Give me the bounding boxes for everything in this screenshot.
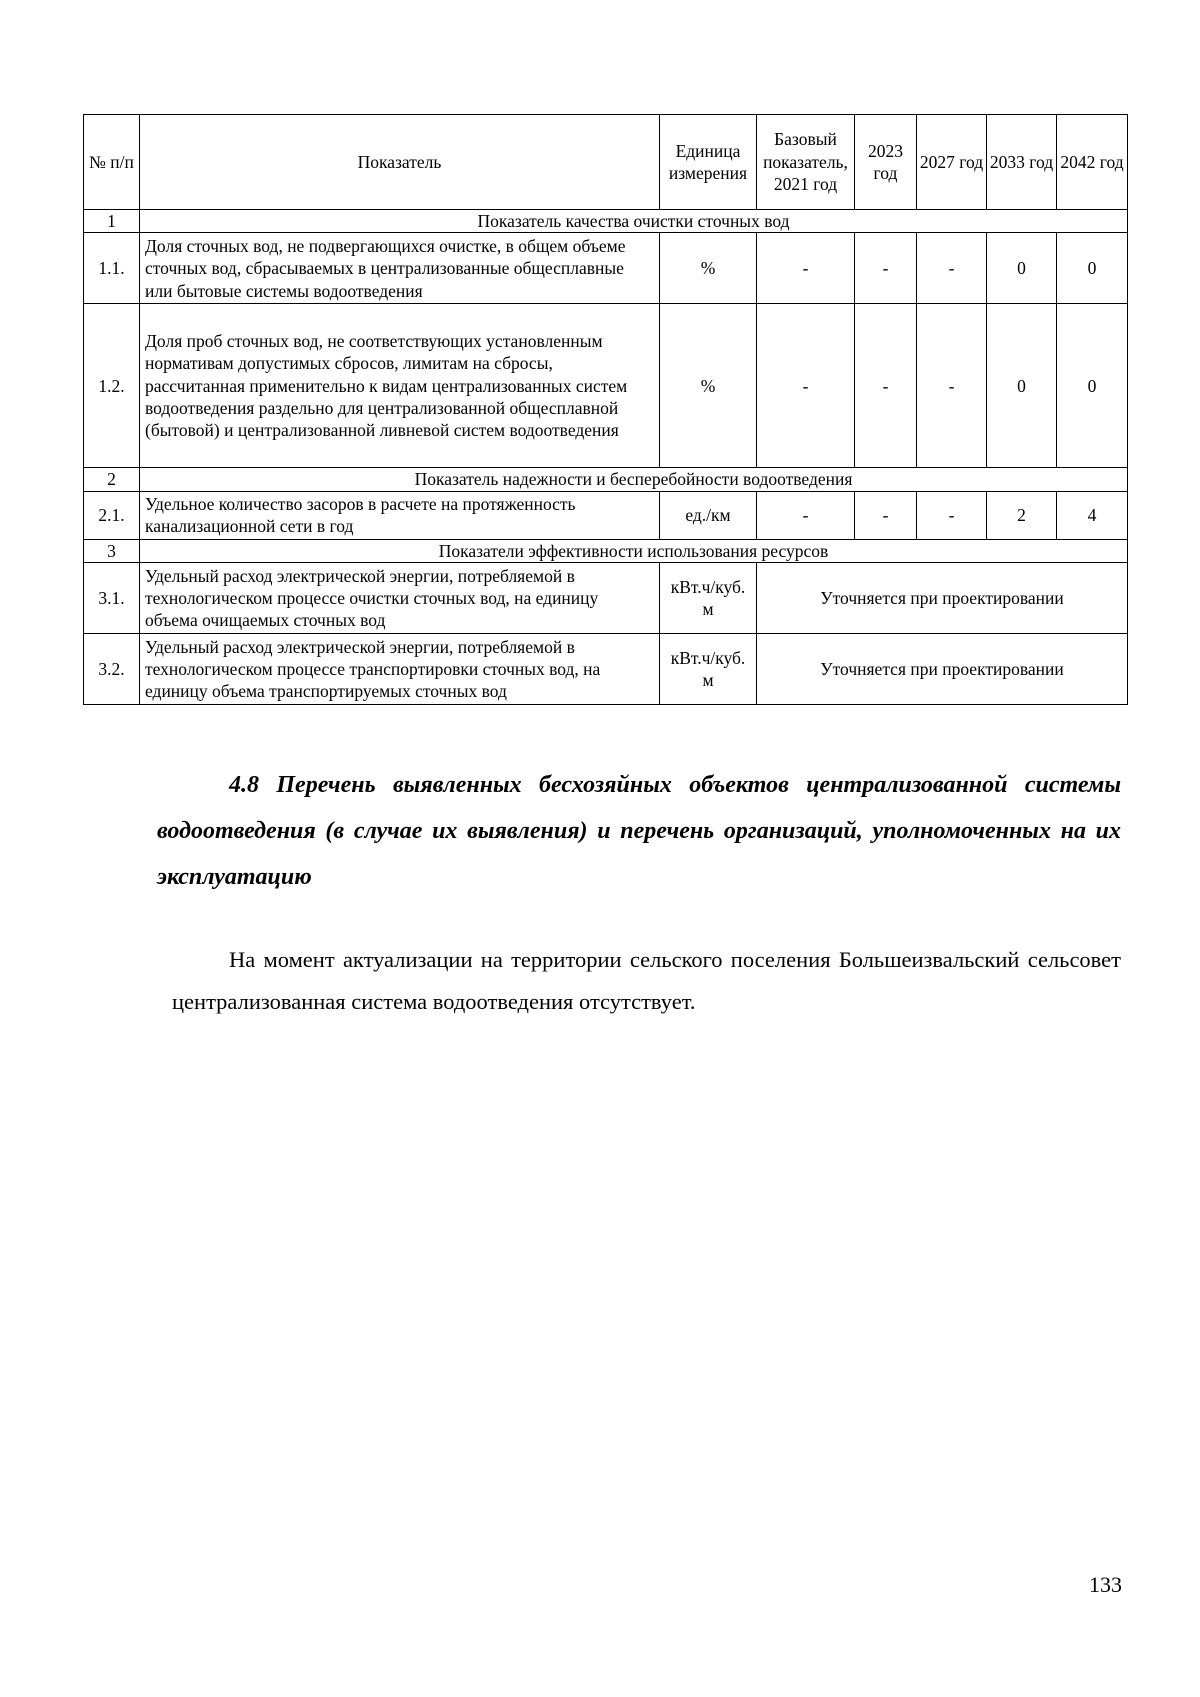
row-2023: - (855, 304, 917, 468)
row-2023: - (855, 491, 917, 539)
row-2042: 0 (1057, 304, 1128, 468)
row-base: - (757, 304, 855, 468)
row-base: - (757, 491, 855, 539)
row-indicator: Удельный расход электрической энергии, потребляемой в технологическом процессе очистки сточных вод, на единицу объема очищаемых сточных вод (140, 563, 660, 634)
row-2042: 0 (1057, 233, 1128, 304)
row-num: 3.1. (84, 563, 140, 634)
section-num: 1 (84, 210, 140, 233)
table-row (84, 491, 1128, 539)
page-number: 133 (1089, 1572, 1122, 1597)
table-row (84, 563, 1128, 634)
row-2027: - (917, 304, 987, 468)
section-row (84, 468, 1128, 491)
row-indicator: Доля проб сточных вод, не соответствующих установленным нормативам допустимых сбросов, лимитам на сбросы, рассчитанная применительно к видам централизованных систем водоотведения раздельно для централизованной общесплавной (бытовой) и централизованной ливневой систем водоотведения (140, 304, 660, 468)
table-header-row (84, 115, 1128, 210)
header-unit: Единица измерения (660, 115, 757, 210)
row-unit: % (660, 233, 757, 304)
section-num: 3 (84, 539, 140, 562)
row-num: 1.1. (84, 233, 140, 304)
row-merged-note: Уточняется при проектировании (757, 634, 1128, 705)
row-2027: - (917, 491, 987, 539)
header-2023: 2023 год (855, 115, 917, 210)
table-row (84, 634, 1128, 705)
table-row (84, 233, 1128, 304)
section-title: Показатель надежности и бесперебойности водоотведения (140, 468, 1128, 491)
section-heading (157, 762, 1121, 900)
row-indicator: Доля сточных вод, не подвергающихся очистке, в общем объеме сточных вод, сбрасываемых в централизованные общесплавные или бытовые системы водоотведения (140, 233, 660, 304)
section-num: 2 (84, 468, 140, 491)
row-indicator: Удельное количество засоров в расчете на протяженность канализационной сети в год (140, 491, 660, 539)
row-unit: ед./км (660, 491, 757, 539)
section-heading-line1: 4.8 Перечень выявленных бесхозяйных объектов централизованной (229, 772, 1008, 798)
row-indicator: Удельный расход электрической энергии, потребляемой в технологическом процессе транспортировки сточных вод, на единицу объема транспортируемых сточных вод (140, 634, 660, 705)
table-row (84, 304, 1128, 468)
row-unit: кВт.ч/куб. м (660, 634, 757, 705)
row-num: 3.2. (84, 634, 140, 705)
row-2033: 0 (987, 304, 1057, 468)
row-2027: - (917, 233, 987, 304)
row-unit: кВт.ч/куб. м (660, 563, 757, 634)
row-unit: % (660, 304, 757, 468)
section-title: Показатели эффективности использования ресурсов (140, 539, 1128, 562)
header-num: № п/п (84, 115, 140, 210)
row-num: 2.1. (84, 491, 140, 539)
header-2033: 2033 год (987, 115, 1057, 210)
section-heading-rest: системы водоотведения (в случае их выявления) и перечень организаций, уполномоченных на их эксплуатацию (157, 772, 1122, 890)
header-2027: 2027 год (917, 115, 987, 210)
row-num: 1.2. (84, 304, 140, 468)
section-title: Показатель качества очистки сточных вод (140, 210, 1128, 233)
indicators-table (83, 114, 1128, 705)
section-row (84, 539, 1128, 562)
body-paragraph: На момент актуализации на территории сельского поселения Большеизвальский сельсовет централизованная система водоотведения отсутствует. (172, 947, 1121, 1014)
section-row (84, 210, 1128, 233)
row-2023: - (855, 233, 917, 304)
row-2033: 0 (987, 233, 1057, 304)
row-2042: 4 (1057, 491, 1128, 539)
row-base: - (757, 233, 855, 304)
row-2033: 2 (987, 491, 1057, 539)
row-merged-note: Уточняется при проектировании (757, 563, 1128, 634)
header-base: Базовый показатель, 2021 год (757, 115, 855, 210)
header-2042: 2042 год (1057, 115, 1128, 210)
header-indicator: Показатель (140, 115, 660, 210)
